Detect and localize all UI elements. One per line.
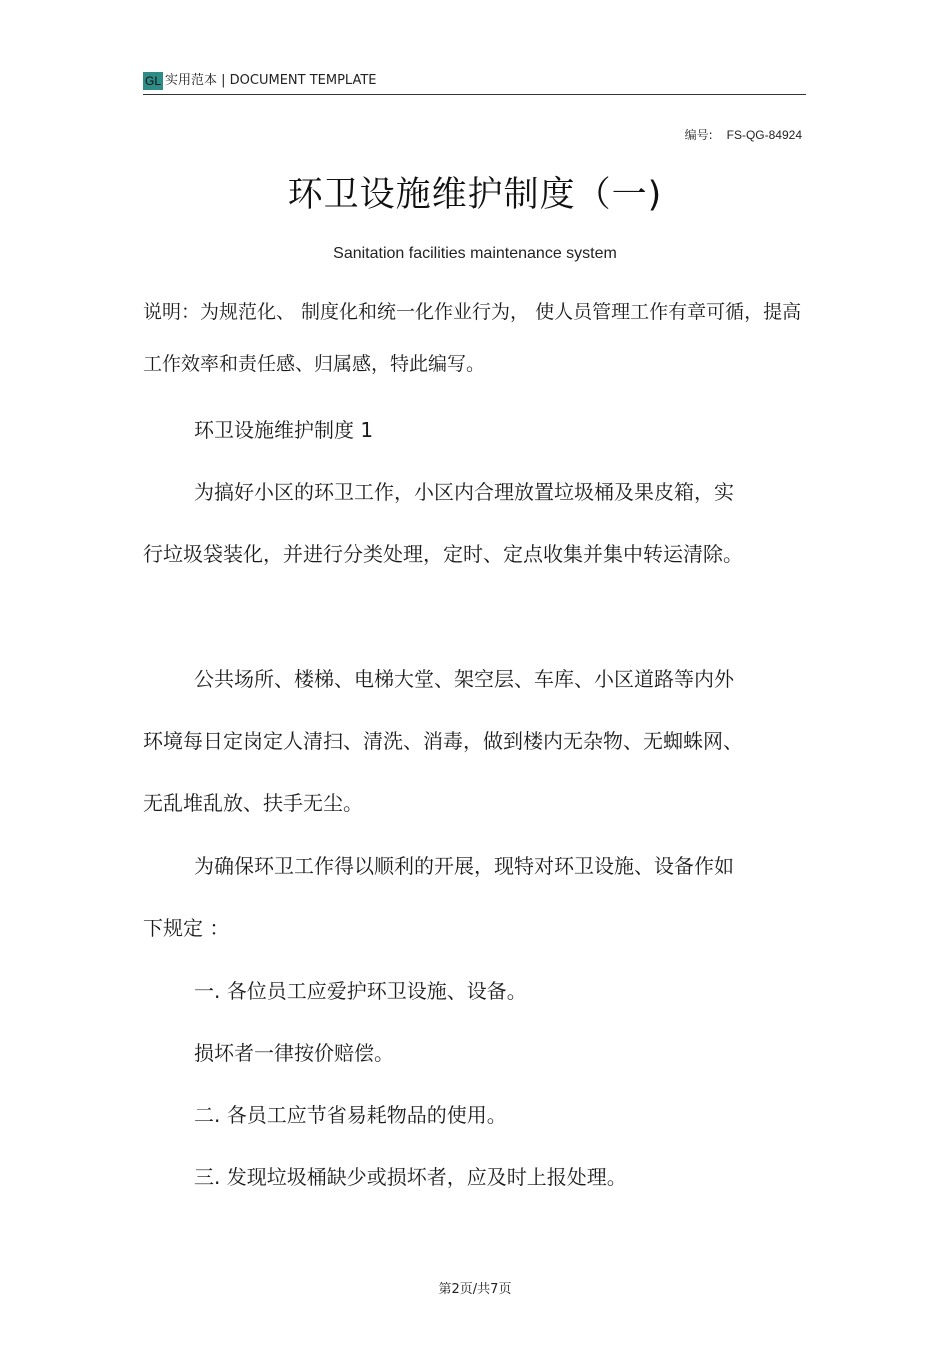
list-item-3: 三. 发现垃圾桶缺少或损坏者，应及时上报处理。 xyxy=(194,1165,627,1189)
page-title: 环卫设施维护制度（一) xyxy=(287,175,663,215)
gl-logo: GL xyxy=(144,74,161,88)
paragraph-2: 公共场所、楼梯、电梯大堂、架空层、车库、小区道路等内外环境每日定岗定人清扫、清洗、消毒，做到楼内无杂物、无蜘蛛网、无乱堆乱放、扶手无尘。 xyxy=(143,667,743,815)
page-footer: 第2页/共7页 xyxy=(438,1282,512,1297)
section-heading: 环卫设施维护制度 1 xyxy=(194,418,374,442)
document-number xyxy=(685,126,802,143)
intro-text: 说明：为规范化、 制度化和统一化作业行为， 使人员管理工作有章可循，提高工作效率和责任感、归属感，特此编写。 xyxy=(143,301,802,375)
paragraph-1: 为搞好小区的环卫工作，小区内合理放置垃圾桶及果皮箱，实行垃圾袋装化，并进行分类处理，定时、定点收集并集中转运清除。 xyxy=(143,480,743,566)
page-subtitle: Sanitation facilities maintenance system xyxy=(333,245,617,262)
document-header xyxy=(143,68,806,95)
header-text: 实用范本 | DOCUMENT TEMPLATE xyxy=(165,73,377,88)
list-item-1: 一. 各位员工应爱护环卫设施、设备。 xyxy=(194,979,527,1003)
document-number-label: 编号: xyxy=(684,128,713,142)
document-number-value: FS-QG-84924 xyxy=(726,128,802,142)
list-item-1-continued: 损坏者一律按价赔偿。 xyxy=(194,1041,394,1065)
paragraph-3: 为确保环卫工作得以顺利的开展，现特对环卫设施、设备作如下规定 ： xyxy=(143,854,734,940)
list-item-2: 二. 各员工应节省易耗物品的使用。 xyxy=(194,1103,507,1127)
